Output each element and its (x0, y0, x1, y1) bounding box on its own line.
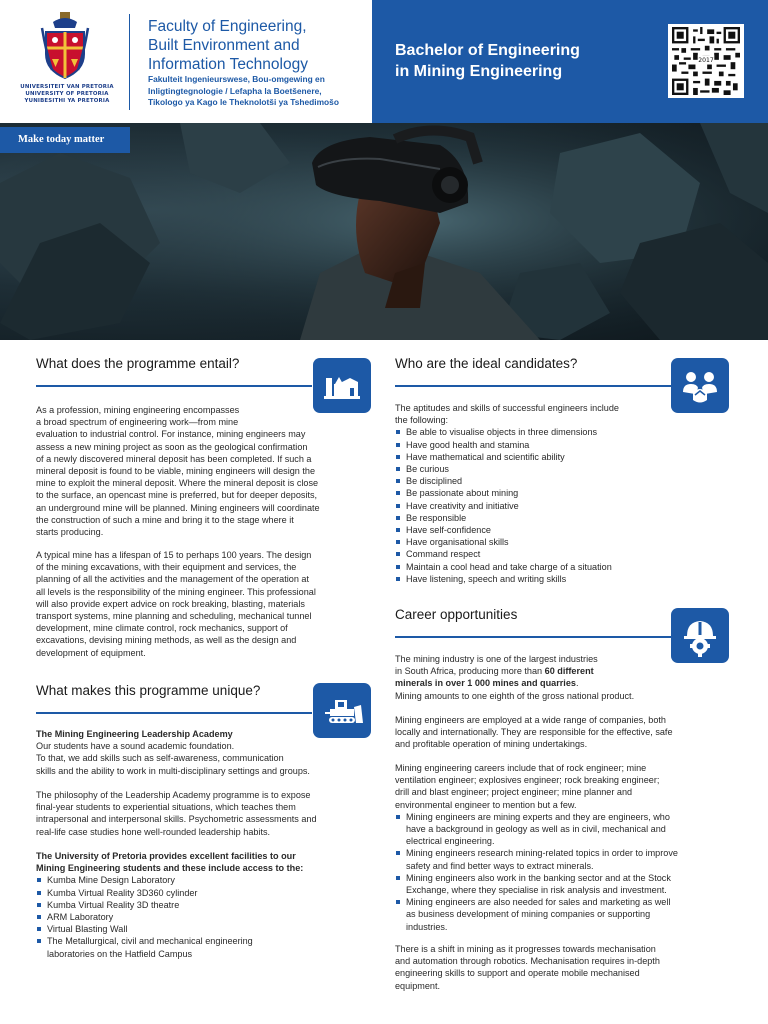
text-line: real-life case studies hone well-rounded leadership habits. (36, 826, 271, 837)
text-line: The Metallurgical, civil and mechanical engineering (47, 936, 253, 947)
section-programme-unique (36, 683, 356, 698)
facilities-block (36, 850, 366, 960)
text-line: final-year students to experiential situations, which teaches them (36, 802, 296, 813)
text-line: safety and find better ways to extract minerals. (406, 860, 594, 871)
text-line: have a background in geology as well as in civil, mechanical and (406, 824, 666, 835)
text-line: as business development of mining companies or supporting (406, 909, 651, 920)
section-rule (395, 636, 671, 638)
facilities-heading-line: Mining Engineering students and these include access to the: (36, 863, 304, 874)
qr-code-icon (671, 27, 741, 95)
header (0, 0, 768, 123)
text-line: ventilation engineer; explosives engineer; rock breaking engineer; (395, 775, 660, 786)
section-title: What makes this programme unique? (36, 683, 261, 698)
text-line: Mining engineers are also needed for sales and marketing as well (406, 897, 671, 908)
faculty-title-line: Faculty of Engineering, (148, 18, 307, 35)
career-content (395, 653, 745, 702)
list-item: Have listening, speech and writing skills (395, 573, 745, 585)
text-line: laboratories on the Hatfield Campus (47, 948, 193, 959)
list-item (36, 911, 366, 923)
list-item (395, 896, 745, 933)
faculty-subtitle-line: Tikologo ya Kago le Theknolotši ya Tshedimošo (148, 97, 339, 107)
candidate-traits-list (395, 426, 745, 585)
text-line: environmental engineer to mention but a few. (395, 799, 577, 810)
header-divider (129, 14, 130, 110)
unique-paragraph-2 (36, 789, 366, 838)
section-title: Who are the ideal candidates? (395, 356, 578, 371)
text-line: the following: (395, 415, 449, 426)
faculty-subtitle (148, 74, 370, 109)
faculty-title-line: Information Technology (148, 56, 308, 73)
list-item: Be curious (395, 463, 745, 475)
list-item: Be disciplined (395, 475, 745, 487)
text-line: Mining amounts to one eighth of the gross national product. (395, 690, 635, 701)
career-paragraph-2 (395, 714, 745, 751)
text-line: planning of all the activities and the management of the operation at (36, 574, 309, 585)
facilities-heading-line: The University of Pretoria provides excellent facilities to our (36, 851, 296, 861)
list-item (36, 887, 366, 899)
text-line: engineering skills to support and operate mobile mechanised (395, 968, 640, 979)
text-line: To that, we add skills such as self-awareness, communication (36, 753, 284, 764)
faculty-subtitle-line: Inligtingtegnologie / Lefapha la Boetšenere, (148, 85, 322, 96)
career-paragraph-3 (395, 762, 745, 933)
text-line: mineral deposit is found to be viable, mining engineers will design the (36, 466, 316, 477)
text-line: Our students have a sound academic foundation. (36, 741, 235, 752)
text-line: and automation through robotics. Mechanisation requires in-depth (395, 956, 660, 967)
text-line: transport systems, mine planning and scheduling, mechanical tunnel (36, 611, 312, 622)
academy-heading: The Mining Engineering Leadership Academy (36, 729, 233, 739)
section-rule (395, 385, 671, 387)
list-item: Maintain a cool head and take charge of a situation (395, 561, 745, 573)
candidates-content (395, 402, 745, 585)
text-span: . (575, 678, 579, 689)
list-item (36, 874, 366, 886)
section-title: Career opportunities (395, 607, 518, 622)
degree-title-line: in Mining Engineering (395, 63, 563, 80)
degree-title (395, 40, 580, 82)
text-line: assess a new mining project as soon as the geological confirmation (36, 441, 308, 452)
text-line: Mining engineers are mining experts and they are engineers, who (406, 811, 670, 822)
text-line: Mining engineering careers include that of rock engineer; mine (395, 763, 647, 773)
hero-image (0, 123, 768, 340)
text-line: Mining engineers also work in the banking sector and at the Stock (406, 872, 671, 883)
text-line: a broad spectrum of engineering work—from mine (36, 417, 239, 428)
list-item (395, 811, 745, 848)
section-rule (36, 385, 312, 387)
list-item: Be able to visualise objects in three dimensions (395, 426, 745, 438)
list-item: Have organisational skills (395, 536, 745, 548)
list-item: Have self-confidence (395, 524, 745, 536)
vr-headset-person-image (0, 123, 768, 340)
section-title: What does the programme entail? (36, 356, 240, 371)
text-line: locally and internationally. They are responsible for the effective, safe (395, 727, 673, 738)
qr-code[interactable] (668, 24, 744, 98)
qr-label: 2017 (698, 57, 714, 65)
entail-paragraph-2 (36, 549, 366, 659)
text-line: skills and the ability to work in multi-disciplinary settings and groups. (36, 765, 310, 776)
list-item: Have good health and stamina (395, 439, 745, 451)
text-line: the construction of such a mine and bring it to the stage where it (36, 514, 294, 525)
career-paragraph-4 (395, 943, 745, 992)
text-line: Mining engineers are employed at a wide range of companies, both (395, 715, 666, 725)
text-line: mine to exploit the mineral deposit. Where the mineral deposit is close (36, 478, 319, 489)
text-line: intrapersonal and interpersonal skills. Psychometric assessments and (36, 814, 317, 825)
text-line: of a newly discovered mineral deposit has been completed. If such a (36, 453, 312, 464)
text-line: excavations, devising mining methods, as well as the design and (36, 635, 297, 646)
text-line: development, mine climate control, rock mechanics, support of (36, 623, 288, 634)
section-programme-entail (36, 356, 356, 371)
logo-area (0, 0, 372, 123)
text-line: The mining industry is one of the largest industries (395, 654, 598, 664)
faculty-subtitle-line: Fakulteit Ingenieurswese, Bou-omgewing en (148, 74, 325, 84)
text-line: ARM Laboratory (47, 912, 114, 923)
section-ideal-candidates (395, 356, 675, 371)
list-item (36, 935, 366, 959)
text-line: and profitable operation of mining undertakings. (395, 739, 588, 750)
faculty-title-line: Built Environment and (148, 37, 300, 54)
text-line: will also provide expert advice on rock breaking, blasting, materials (36, 598, 305, 609)
text-line: of the mining excavations, with their equipment and services, the (36, 562, 297, 573)
faculty-title (148, 17, 370, 74)
text-span: in South Africa, producing more than (395, 666, 545, 677)
list-item (36, 899, 366, 911)
text-line: drill and blast engineer; project engineer; mine planner and (395, 787, 633, 798)
text-line: A typical mine has a lifespan of 15 to perhaps 100 years. The design (36, 550, 312, 560)
university-name-line: UNIVERSITY OF PRETORIA (25, 91, 109, 97)
highlight-text: minerals in over 1 000 mines and quarries (395, 678, 576, 689)
text-line: industries. (406, 921, 448, 932)
tagline-badge: Make today matter (0, 127, 130, 153)
text-line: an underground mine will be planned. Mining engineers will coordinate (36, 502, 320, 513)
section-career-opportunities (395, 607, 675, 622)
degree-panel (372, 0, 768, 123)
text-line: There is a shift in mining as it progresses towards mechanisation (395, 944, 656, 954)
text-line: The philosophy of the Leadership Academy programme is to expose (36, 790, 311, 800)
list-item (395, 872, 745, 896)
list-item: Be responsible (395, 512, 745, 524)
text-line: electrical engineering. (406, 836, 495, 847)
text-line: all levels is the responsibility of the mining engineer. This professional (36, 586, 316, 597)
list-item: Have mathematical and scientific ability (395, 451, 745, 463)
facilities-list (36, 874, 366, 959)
university-names (18, 84, 116, 105)
degree-title-line: Bachelor of Engineering (395, 42, 580, 59)
text-line: Mining engineers research mining-related topics in order to improve (406, 848, 678, 859)
text-line: equipment. (395, 980, 440, 991)
text-line: The aptitudes and skills of successful engineers include (395, 403, 619, 413)
list-item (36, 923, 366, 935)
text-line: to the surface, an opencast mine is preferred, but for deeper deposits, (36, 490, 318, 501)
section-rule (36, 712, 312, 714)
text-line: Kumba Virtual Reality 3D360 cylinder (47, 887, 198, 898)
list-item: Command respect (395, 548, 745, 560)
unique-content (36, 728, 366, 777)
text-line: evaluation to industrial control. For instance, mining engineers may (36, 429, 306, 440)
university-name-line: YUNIBESITHI YA PRETORIA (24, 98, 110, 104)
text-line: Kumba Mine Design Laboratory (47, 875, 175, 886)
university-name-line: UNIVERSITEIT VAN PRETORIA (20, 84, 114, 90)
text-line: Virtual Blasting Wall (47, 924, 128, 935)
list-item: Be passionate about mining (395, 487, 745, 499)
text-line: As a profession, mining engineering encompasses (36, 405, 240, 415)
entail-paragraph-1 (36, 404, 366, 538)
text-line: starts producing. (36, 527, 104, 538)
text-line: Kumba Virtual Reality 3D theatre (47, 899, 180, 910)
list-item: Have creativity and initiative (395, 500, 745, 512)
list-item (395, 847, 745, 871)
text-line: development of equipment. (36, 647, 146, 658)
university-crest-icon (40, 12, 90, 82)
career-roles-list (395, 811, 745, 933)
text-line: Exchange, where they specialise in risk analysis and investment. (406, 885, 667, 896)
highlight-text: 60 different (544, 666, 594, 677)
